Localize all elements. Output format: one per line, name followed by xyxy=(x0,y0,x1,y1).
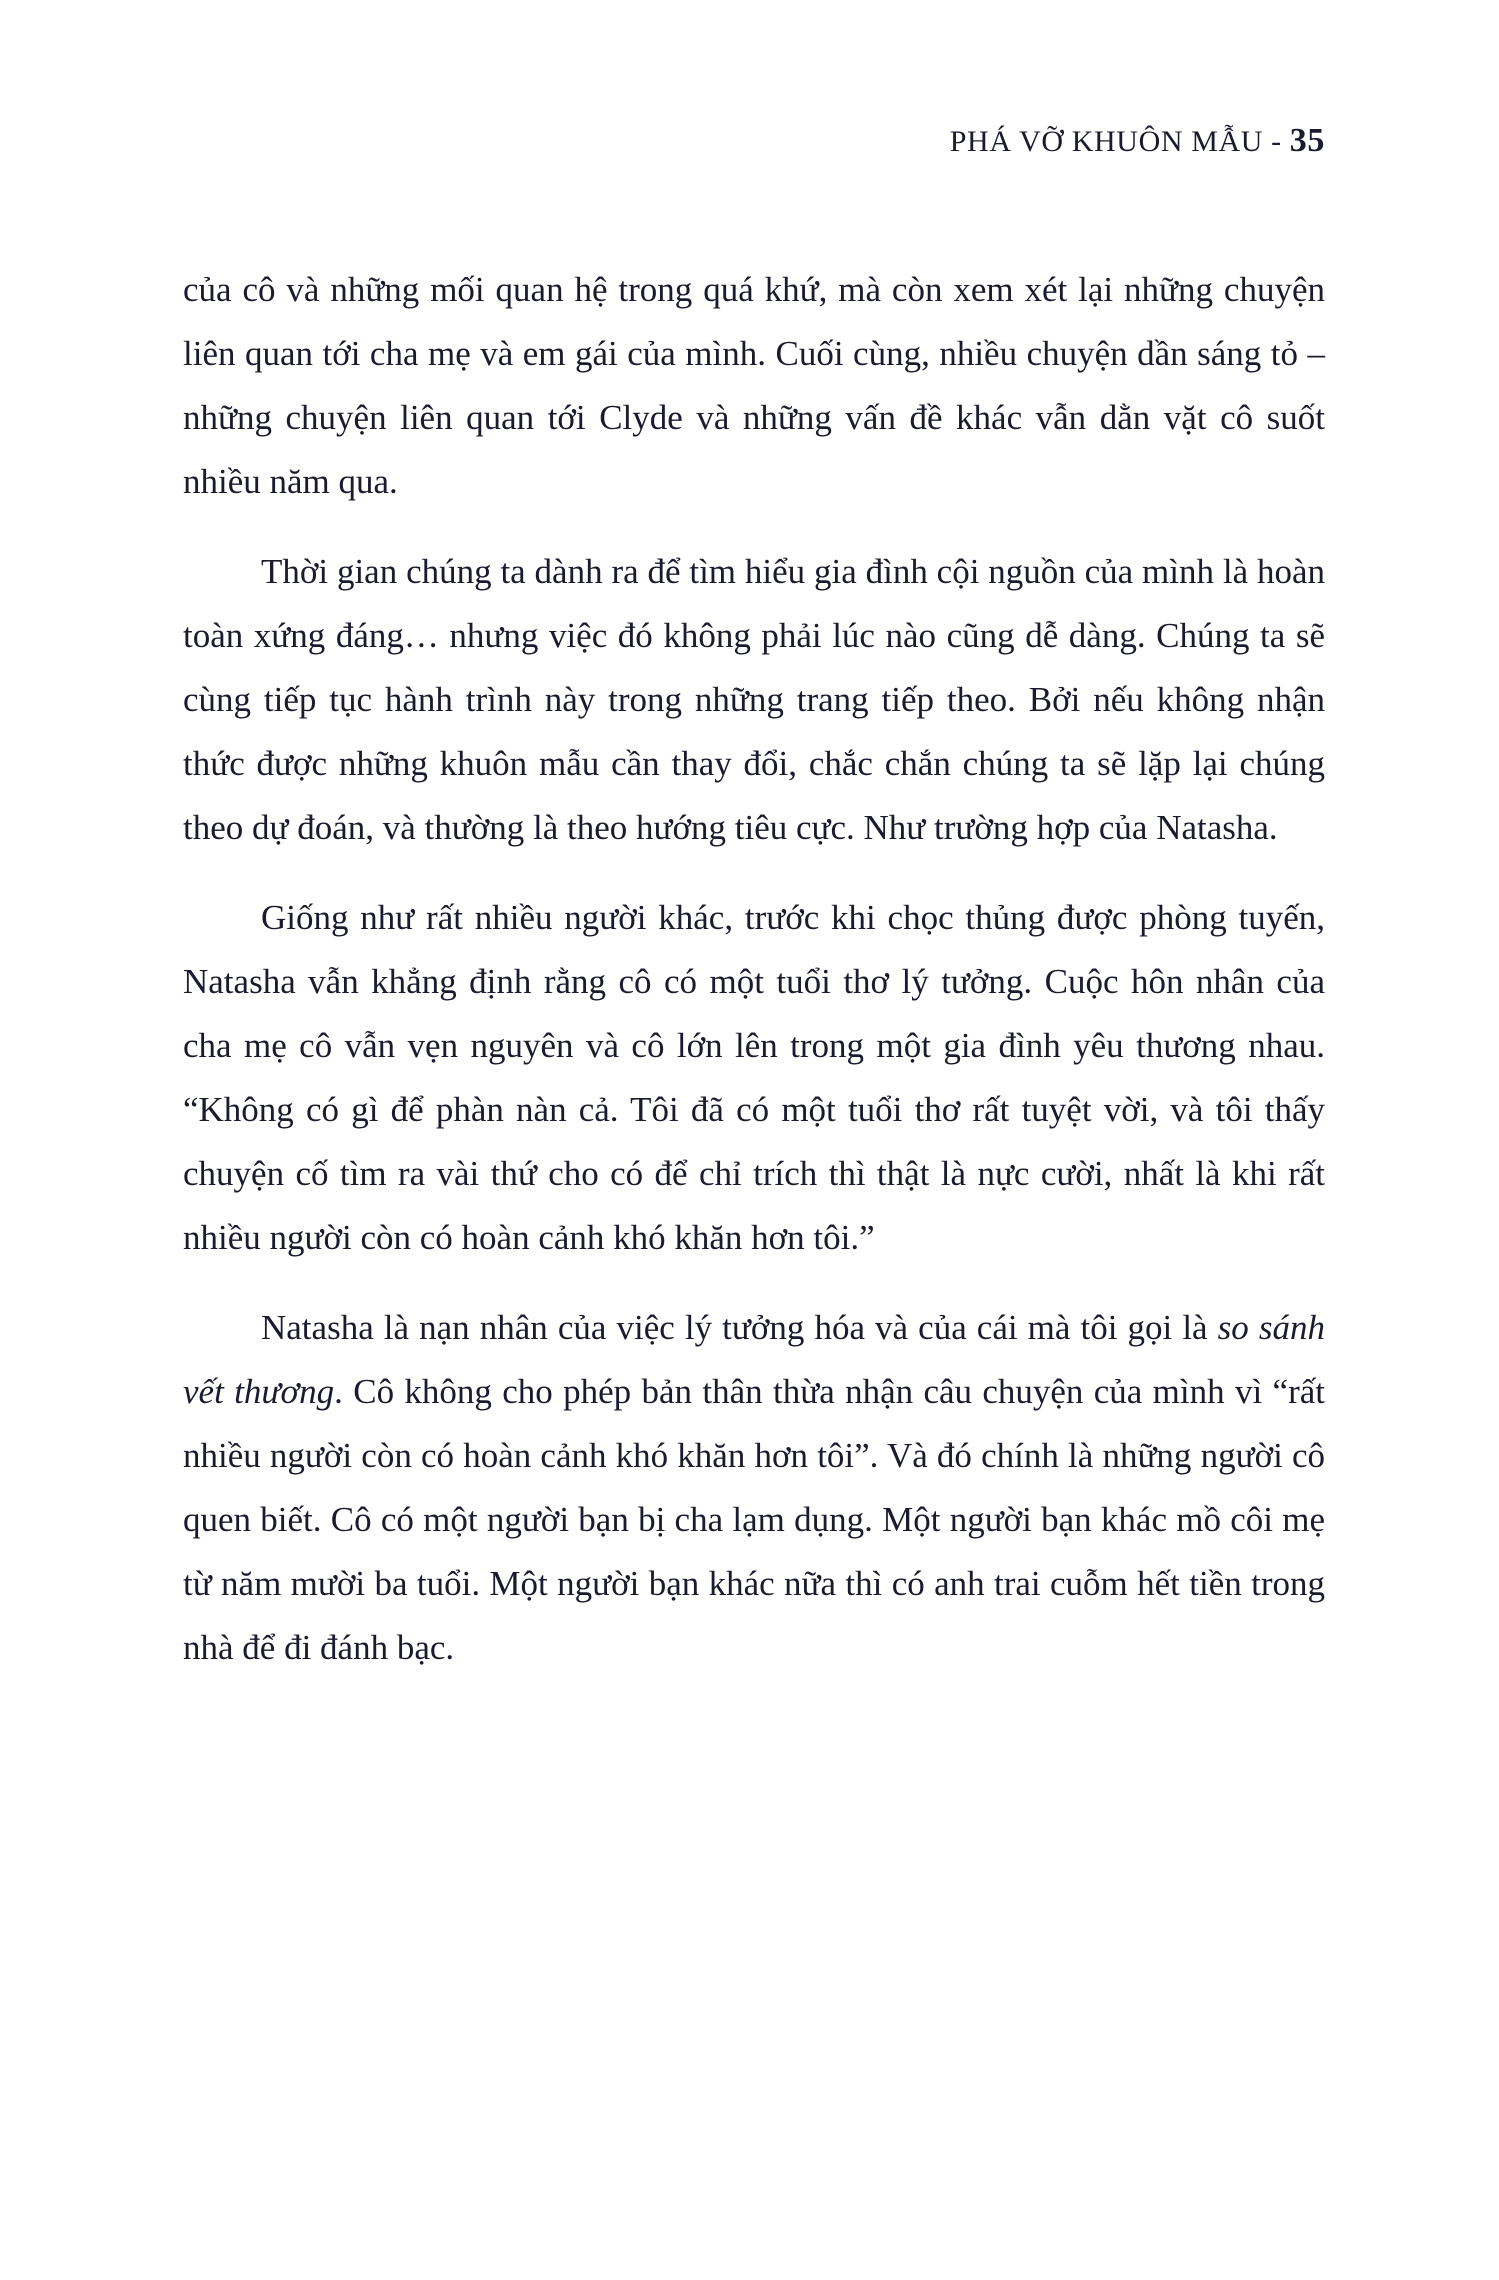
running-header xyxy=(183,122,1325,160)
header-separator: - xyxy=(1263,125,1290,158)
text-segment: Giống như rất nhiều người khác, trước khi chọc thủng được phòng tuyến, Natasha vẫn khẳng định rằng cô có một tuổi thơ lý tưởng. Cuộc hôn nhân của cha mẹ cô vẫn vẹn nguyên và cô lớn lên trong một gia đình yêu thương nhau. “Không có gì để phàn nàn cả. Tôi đã có một tuổi thơ rất tuyệt vời, và tôi thấy chuyện cố tìm ra vài thứ cho có để chỉ trích thì thật là nực cười, nhất là khi rất nhiều người còn có hoàn cảnh khó khăn hơn tôi.” xyxy=(183,898,1325,1257)
paragraph xyxy=(183,1296,1325,1680)
text-segment: của cô và những mối quan hệ trong quá khứ, mà còn xem xét lại những chuyện liên quan tới cha mẹ và em gái của mình. Cuối cùng, nhiều chuyện dần sáng tỏ – những chuyện liên quan tới Clyde và những vấn đề khác vẫn dằn vặt cô suốt nhiều năm qua. xyxy=(183,270,1325,501)
paragraph xyxy=(183,886,1325,1270)
chapter-title: PHÁ VỠ KHUÔN MẪU xyxy=(949,125,1263,158)
text-segment: . Cô không cho phép bản thân thừa nhận câu chuyện của mình vì “rất nhiều người còn có hoàn cảnh khó khăn hơn tôi”. Và đó chính là những người cô quen biết. Cô có một người bạn bị cha lạm dụng. Một người bạn khác mồ côi mẹ từ năm mười ba tuổi. Một người bạn khác nữa thì có anh trai cuỗm hết tiền trong nhà để đi đánh bạc. xyxy=(183,1372,1325,1667)
text-segment: Thời gian chúng ta dành ra để tìm hiểu gia đình cội nguồn của mình là hoàn toàn xứng đáng… nhưng việc đó không phải lúc nào cũng dễ dàng. Chúng ta sẽ cùng tiếp tục hành trình này trong những trang tiếp theo. Bởi nếu không nhận thức được những khuôn mẫu cần thay đổi, chắc chắn chúng ta sẽ lặp lại chúng theo dự đoán, và thường là theo hướng tiêu cực. Như trường hợp của Natasha. xyxy=(183,552,1325,847)
paragraph xyxy=(183,258,1325,514)
page-body xyxy=(183,258,1325,1706)
italic-phrase: so sánh vết thương xyxy=(183,1308,1325,1411)
page-number: 35 xyxy=(1289,122,1325,159)
text-segment: Natasha là nạn nhân của việc lý tưởng hóa và của cái mà tôi gọi là xyxy=(261,1308,1218,1347)
paragraph xyxy=(183,540,1325,860)
